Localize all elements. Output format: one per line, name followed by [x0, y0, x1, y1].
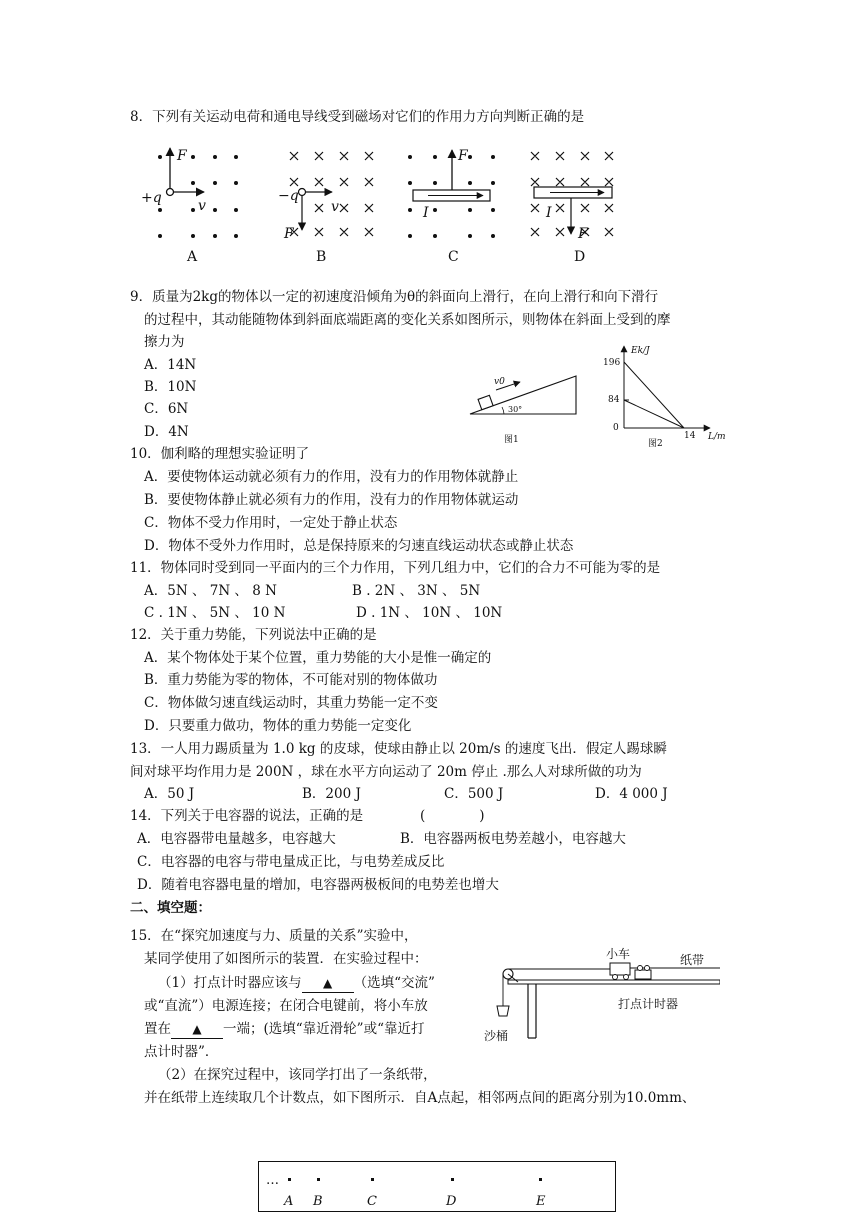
q9-fig1-incline [468, 368, 588, 454]
q13-option-a: A．50 J [144, 786, 195, 802]
q15-part1-line3: 置在 ▲ 一端；(选填“靠近滑轮”或“靠近打 [144, 1021, 425, 1037]
q15-part2-line2: 并在纸带上连续取几个计数点，如下图所示．自A点起，相邻两点间的距离分别为10.0mm、 [144, 1090, 696, 1106]
q11-option-b: B . 2N 、 3N 、 5N [352, 583, 481, 599]
q15-part1-line1: （1）打点计时器应该与 ▲ （选填“交流” [158, 975, 435, 991]
q9-fig2-graph [600, 340, 730, 456]
q15-stem-2: 某同学使用了如图所示的装置．在实验过程中： [144, 951, 428, 967]
q15-tape-label-e: E [536, 1194, 546, 1209]
q12-stem: 12．关于重力势能，下列说法中正确的是 [130, 627, 377, 643]
q11-stem: 11．物体同时受到同一平面内的三个力作用，下列几组力中，它们的合力不可能为零的是 [130, 560, 661, 576]
q8-b-q: −q [278, 188, 299, 204]
q15-blank-1[interactable]: ▲ [302, 974, 354, 993]
q15-tape-point-d [451, 1178, 454, 1181]
q13-stem-1: 13．一人用力踢质量为 1.0 kg 的皮球，使球由静止以 20m/s 的速度飞出．假定人踢球瞬 [130, 741, 667, 757]
q12-option-c: C．物体做匀速直线运动时，其重力势能一定不变 [144, 695, 438, 711]
q10-option-b: B．要使物体静止就必须有力的作用，没有力的作用物体就运动 [144, 492, 519, 508]
q15-tape-point-a [288, 1178, 291, 1181]
q8-a-F: F [177, 148, 187, 164]
q8-figures [138, 140, 628, 269]
q15-fig-car-label: 小车 [606, 947, 631, 961]
q15-part1-line2: 或“直流”）电源连接；在闭合电键前，将小车放 [144, 998, 428, 1014]
q9-fig2-yaxis: Ek/J [631, 346, 650, 356]
q15-tape-point-c [371, 1178, 374, 1181]
q8-a-v: v [198, 198, 206, 214]
q9-option-c: C．6N [144, 401, 189, 417]
q9-fig2-ytick-196: 196 [603, 358, 621, 368]
q9-fig2-xaxis: L/m [708, 432, 726, 442]
q15-tape-figure [258, 1161, 616, 1217]
q15-part1-line4: 点计时器”． [144, 1044, 219, 1060]
q15-tape-point-b [317, 1178, 320, 1181]
q12-option-b: B．重力势能为零的物体，不可能对别的物体做功 [144, 672, 438, 688]
q10-option-c: C．物体不受力作用时，一定处于静止状态 [144, 515, 398, 531]
q15-tape-label-b: B [313, 1194, 323, 1209]
q10-option-d: D．物体不受外力作用时，总是保持原来的匀速直线运动状态或静止状态 [144, 538, 574, 554]
q15-tape-point-e [539, 1178, 542, 1181]
q12-option-d: D．只要重力做功，物体的重力势能一定变化 [144, 718, 412, 734]
q8-c-F: F [458, 148, 468, 164]
q9-option-d: D．4N [144, 424, 189, 440]
q9-fig1-v0: v0 [494, 377, 505, 387]
q8-b-F: F [284, 226, 294, 242]
q8-fig-c [408, 148, 495, 238]
q12-option-a: A．某个物体处于某个位置，重力势能的大小是惟一确定的 [144, 650, 492, 666]
q10-stem: 10．伽利略的理想实验证明了 [130, 446, 310, 462]
q15-tape-label-d: D [446, 1194, 457, 1209]
q15-blank-2[interactable]: ▲ [171, 1020, 223, 1039]
q9-fig2-ytick-84: 84 [608, 395, 620, 405]
q8-option-a: A [187, 249, 198, 265]
q15-stem-1: 15．在“探究加速度与力、质量的关系”实验中， [130, 928, 418, 944]
q14-stem: 14．下列关于电容器的说法，正确的是 [130, 808, 364, 824]
q14-option-b: B．电容器两板电势差越小，电容越大 [400, 831, 626, 847]
q11-option-a: A．5N 、 7N 、 8 N [144, 583, 277, 599]
q15-fig-timer-label: 打点计时器 [618, 997, 679, 1011]
q15-fig-bucket-label: 沙桶 [484, 1029, 509, 1043]
q8-a-q: +q [141, 190, 162, 206]
q8-fig-a [141, 148, 238, 238]
q9-fig2-ytick-0: 0 [613, 423, 619, 433]
q11-option-d: D . 1N 、 10N 、 10N [356, 605, 503, 621]
q13-option-d: D．4 000 J [595, 786, 668, 802]
q9-stem-2: 的过程中，其动能随物体到斜面底端距离的变化关系如图所示，则物体在斜面上受到的摩 [144, 312, 671, 328]
q15-part2-line1: （2）在探究过程中，该同学打出了一条纸带， [158, 1067, 437, 1083]
q14-answer-paren: ( ) [420, 808, 485, 824]
q15-tape-label-a: A [284, 1194, 294, 1209]
q13-option-b: B．200 J [302, 786, 361, 802]
q8-c-I: I [423, 205, 429, 221]
section-heading: 二、填空题： [130, 900, 211, 916]
q8-option-b: B [316, 249, 327, 265]
q8-option-d: D [574, 249, 586, 265]
q9-stem-3: 擦力为 [144, 334, 185, 350]
q10-option-a: A．要使物体运动就必须有力的作用，没有力的作用物体就静止 [144, 469, 519, 485]
q9-fig2-xtick-14: 14 [684, 431, 696, 441]
q8-b-v: v [331, 199, 339, 215]
q8-fig-d [531, 152, 613, 236]
q8-option-c: C [448, 249, 459, 265]
q13-option-c: C．500 J [444, 786, 504, 802]
q11-option-c: C . 1N 、 5N 、 10 N [144, 605, 286, 621]
q15-tape-dots: … [266, 1173, 279, 1188]
q13-stem-2: 间对球平均作用力是 200N ，球在水平方向运动了 20m 停止 .那么人对球所做的功为 [130, 764, 642, 780]
q9-option-a: A．14N [144, 357, 197, 373]
q8-fig-b [290, 152, 373, 236]
q8-d-I: I [546, 205, 552, 221]
q9-fig1-caption: 图1 [504, 435, 519, 445]
q14-option-c: C．电容器的电容与带电量成正比，与电势差成反比 [137, 854, 445, 870]
q15-fig-tape-label: 纸带 [680, 953, 705, 967]
q14-option-d: D．随着电容器电量的增加，电容器两极板间的电势差也增大 [137, 877, 499, 893]
q14-option-a: A．电容器带电量越多，电容越大 [137, 831, 336, 847]
q8-d-F: F [578, 226, 588, 242]
q9-stem-1: 9．质量为2kg的物体以一定的初速度沿倾角为θ的斜面向上滑行，在向上滑行和向下滑行 [130, 289, 659, 305]
q9-fig2-caption: 图2 [648, 439, 663, 449]
q9-fig1-angle: 30° [508, 405, 523, 414]
q15-tape-label-c: C [367, 1194, 377, 1209]
q9-option-b: B．10N [144, 379, 197, 395]
q8-stem: 8．下列有关运动电荷和通电导线受到磁场对它们的作用力方向判断正确的是 [130, 109, 585, 125]
q15-apparatus-figure [480, 946, 720, 1050]
